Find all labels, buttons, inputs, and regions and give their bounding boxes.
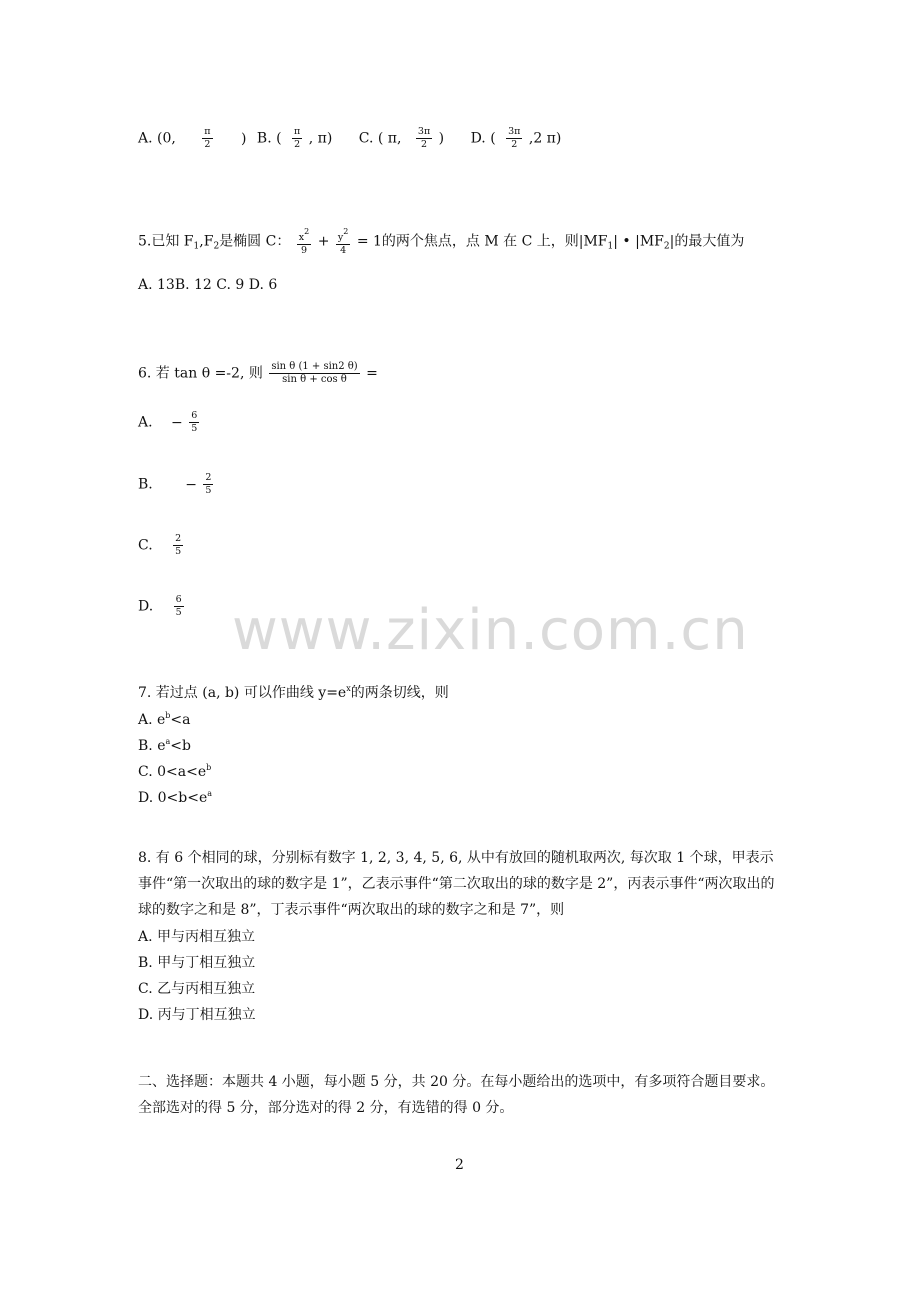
q4-c-prefix: C. ( π,: [358, 130, 402, 147]
page-number: 2: [455, 1157, 464, 1173]
q6-option-b: [138, 472, 215, 497]
q4-d-numerator: 3π: [508, 126, 521, 137]
q5-y-var: y: [337, 232, 344, 243]
q4-b-prefix: B. (: [256, 130, 282, 147]
q4-d-denominator: 2: [511, 139, 518, 150]
q6-stem: [138, 361, 378, 386]
section-two-instructions: 二、选择题：本题共 4 小题，每小题 5 分，共 20 分。在每小题给出的选项中，有多项符合题目要求。全部选对的得 5 分，部分选对的得 2 分，有选错的得 0 分。: [138, 1074, 775, 1116]
q5-x-denominator: 9: [301, 245, 308, 256]
q4-options: [138, 126, 561, 151]
q8-option-b: B. 甲与丁相互独立: [138, 955, 256, 971]
q4-b-suffix: , π): [308, 130, 333, 147]
q5-end: |的最大值为: [669, 233, 745, 250]
q7-option-a: [138, 706, 191, 730]
watermark: www.zixin.com.cn: [232, 598, 749, 663]
q6-c-denominator: 5: [175, 546, 182, 557]
q4-d-suffix: ,2 π): [528, 130, 562, 147]
q6-suffix: =: [366, 365, 378, 382]
q4-c-suffix: ): [438, 130, 445, 147]
q6-c-label: C.: [138, 537, 153, 554]
q7-option-d: [138, 784, 212, 808]
q7-stem-end: 的两条切线，则: [350, 685, 449, 701]
q4-c-denominator: 2: [421, 139, 428, 150]
q4-a-numerator: π: [204, 126, 211, 137]
q5-equation-rest: = 1的两个焦点，点 M 在 C 上，则|MF: [356, 233, 608, 250]
q6-b-denominator: 5: [205, 485, 212, 496]
q7-b-rest: <b: [170, 738, 191, 754]
q7-d-exponent: a: [207, 789, 213, 798]
q5-stem: [138, 226, 744, 257]
q5-options: A. 13B. 12 C. 9 D. 6: [138, 277, 278, 293]
q6-option-a: [138, 410, 201, 435]
q6-prefix: 6. 若 tan θ =-2, 则: [138, 365, 263, 382]
q7-b-text: B. e: [138, 738, 166, 754]
q5-y-exponent: 2: [343, 227, 349, 236]
q6-b-fraction: [203, 472, 213, 497]
q7-option-b: [138, 732, 191, 756]
q7-option-c: [138, 758, 211, 782]
q5-mf2-subscript: 2: [663, 241, 670, 252]
q6-b-sign: −: [185, 476, 197, 493]
q6-d-label: D.: [138, 598, 154, 615]
q4-d-fraction: [506, 126, 522, 151]
q4-a-suffix: ): [241, 130, 247, 147]
q5-x-var: x: [298, 232, 305, 243]
q6-d-denominator: 5: [175, 607, 182, 618]
q6-a-denominator: 5: [191, 423, 198, 434]
q6-c-numerator: 2: [175, 533, 182, 544]
q6-fraction: [269, 361, 359, 386]
q8-option-a: A. 甲与丙相互独立: [138, 929, 256, 945]
q7-exponent: x: [346, 684, 351, 693]
q6-d-numerator: 6: [175, 594, 182, 605]
q4-b-numerator: π: [294, 126, 301, 137]
q7-stem: [138, 679, 449, 703]
q5-y-denominator: 4: [340, 245, 347, 256]
q6-b-label: B.: [138, 476, 153, 493]
q6-a-label: A.: [138, 414, 153, 431]
q5-plus: +: [317, 233, 330, 250]
q7-a-rest: <a: [170, 712, 191, 728]
q6-a-sign: −: [171, 414, 183, 431]
q4-c-numerator: 3π: [417, 126, 431, 137]
q7-d-text: D. 0<b<e: [138, 790, 208, 806]
q4-option-b: [257, 126, 332, 151]
q7-a-text: A. e: [138, 712, 166, 728]
q5-f1-subscript: 1: [193, 241, 200, 252]
q6-b-numerator: 2: [205, 472, 212, 483]
q5-y-fraction: [336, 226, 350, 257]
q5-mid: 是椭圆 C：: [219, 233, 291, 250]
q5-f2-subscript: 2: [213, 241, 220, 252]
q6-d-fraction: [174, 594, 184, 619]
q4-option-c: [359, 126, 444, 151]
q6-a-fraction: [189, 410, 199, 435]
q6-numerator: sin θ (1 + sin2 θ): [271, 361, 358, 372]
q7-a-exponent: b: [165, 711, 171, 720]
q5-prefix: 5.已知 F: [138, 233, 194, 250]
q4-option-a: [138, 126, 246, 151]
q4-a-fraction: [202, 126, 212, 151]
q4-c-fraction: [416, 126, 432, 151]
q5-x-fraction: [297, 226, 311, 257]
q8-stem: 8. 有 6 个相同的球，分别标有数字 1, 2, 3, 4, 5, 6, 从中有放回的随机取两次, 每次取 1 个球，甲表示事件“第一次取出的球的数字是 1”，乙表示事件“第二次取出的球的数字是 2”，丙表示事件“两次取出的球的数字之和是 8”，丁表示事件“两次取出的球的数字之和是 7”，则: [138, 850, 775, 918]
q5-comma: ,F: [199, 233, 214, 250]
q5-product: | • |MF: [613, 233, 664, 250]
q7-b-exponent: a: [165, 737, 171, 746]
q4-d-prefix: D. (: [470, 130, 496, 147]
q4-b-fraction: [292, 126, 302, 151]
q8-option-d: D. 丙与丁相互独立: [138, 1007, 256, 1023]
q5-x-numerator: [297, 226, 311, 245]
q4-a-prefix: A. (0,: [138, 130, 176, 147]
q4-a-denominator: 2: [204, 139, 211, 150]
q5-y-numerator: [336, 226, 350, 245]
q7-c-text: C. 0<a<e: [138, 764, 207, 780]
q6-c-fraction: [173, 533, 183, 558]
q4-b-denominator: 2: [294, 139, 301, 150]
q8-option-c: C. 乙与丙相互独立: [138, 981, 256, 997]
q6-option-c: [138, 533, 185, 558]
q6-denominator: sin θ + cos θ: [282, 374, 347, 385]
q7-stem-start: 7. 若过点 (a, b) 可以作曲线 y=e: [138, 685, 347, 701]
q4-option-d: [471, 126, 562, 151]
q7-c-exponent: b: [206, 763, 212, 772]
q6-a-numerator: 6: [191, 410, 198, 421]
q5-mf1-subscript: 1: [607, 241, 614, 252]
q5-x-exponent: 2: [304, 227, 310, 236]
q6-option-d: [138, 594, 186, 619]
